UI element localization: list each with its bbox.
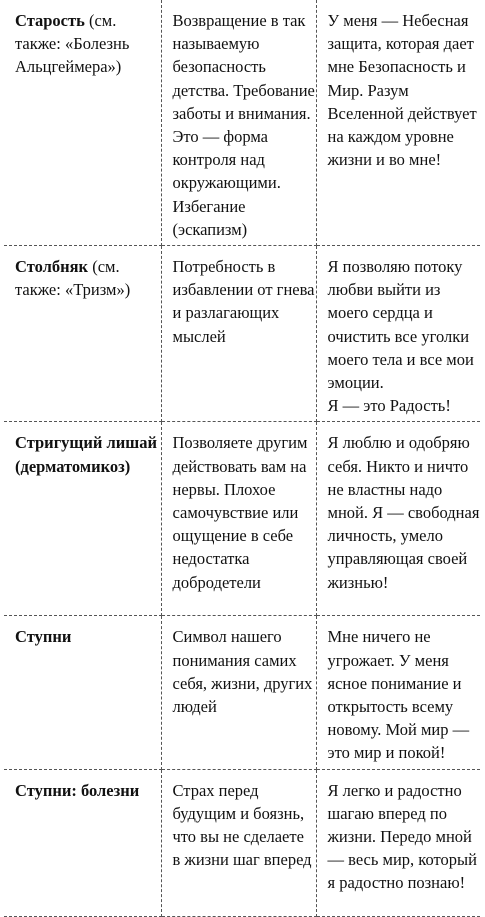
- affirmation-cell: У меня — Небесная защита, которая дает мне Безопасность и Мир. Разум Вселенной действует на каждом уровне жизни и во мне!: [316, 0, 480, 246]
- ailment-term: Старость: [15, 11, 85, 30]
- cause-cell: Символ нашего понимания самих себя, жизни, других людей: [161, 616, 316, 769]
- ailment-cell: [4, 0, 161, 246]
- cause-cell: Потребность в избавлении от гнева и разлагающих мыслей: [161, 246, 316, 422]
- ailment-cell: [4, 616, 161, 769]
- cause-cell: Возвращение в так называемую безопасность детства. Требование заботы и внимания. Это — форма контроля над окружающими. Избегание (эскапизм): [161, 0, 316, 246]
- ailment-term: Столбняк: [15, 257, 89, 277]
- table-row: [4, 246, 480, 422]
- cause-cell: Позволяете другим действовать вам на нервы. Плохое самочувствие или ощущение в себе недостатка добродетели: [161, 422, 316, 616]
- ailment-cell: [4, 769, 161, 916]
- table-row: [4, 422, 480, 616]
- table-row: [4, 769, 480, 916]
- ailment-note: (см. также: «Болезнь Альцгеймера»): [15, 11, 130, 77]
- affirmation-cell: Я позволяю потоку любви выйти из моего сердца и очистить все уголки моего тела и все мои эмоции. Я — это Радость!: [316, 246, 480, 422]
- ailment-term: Ступни: [15, 627, 72, 647]
- affirmation-cell: Мне ничего не угрожает. У меня ясное понимание и открытость всему новому. Мой мир — это мир и покой!: [316, 616, 480, 769]
- ailment-cell: [4, 246, 161, 422]
- table-row: [4, 0, 480, 246]
- ailment-term: Ступни: болезни: [15, 780, 140, 800]
- ailment-term: Стригущий лишай (дерматомикоз): [15, 433, 157, 476]
- ailment-note: (см. также: «Тризм»): [15, 257, 131, 300]
- affirmation-cell: Я люблю и одобряю себя. Никто и ничто не властны надо мной. Я — свободная личность, умело управляющая своей жизнью!: [316, 422, 480, 616]
- page: [4, 0, 480, 893]
- ailment-cell: [4, 422, 161, 616]
- cause-cell: Страх перед будущим и боязнь, что вы не сделаете в жизни шаг вперед: [161, 769, 316, 916]
- table-row: [4, 616, 480, 769]
- affirmation-cell: Я легко и радостно шагаю вперед по жизни. Передо мной — весь мир, который я радостно познаю!: [316, 769, 480, 916]
- ailments-table: [4, 0, 480, 917]
